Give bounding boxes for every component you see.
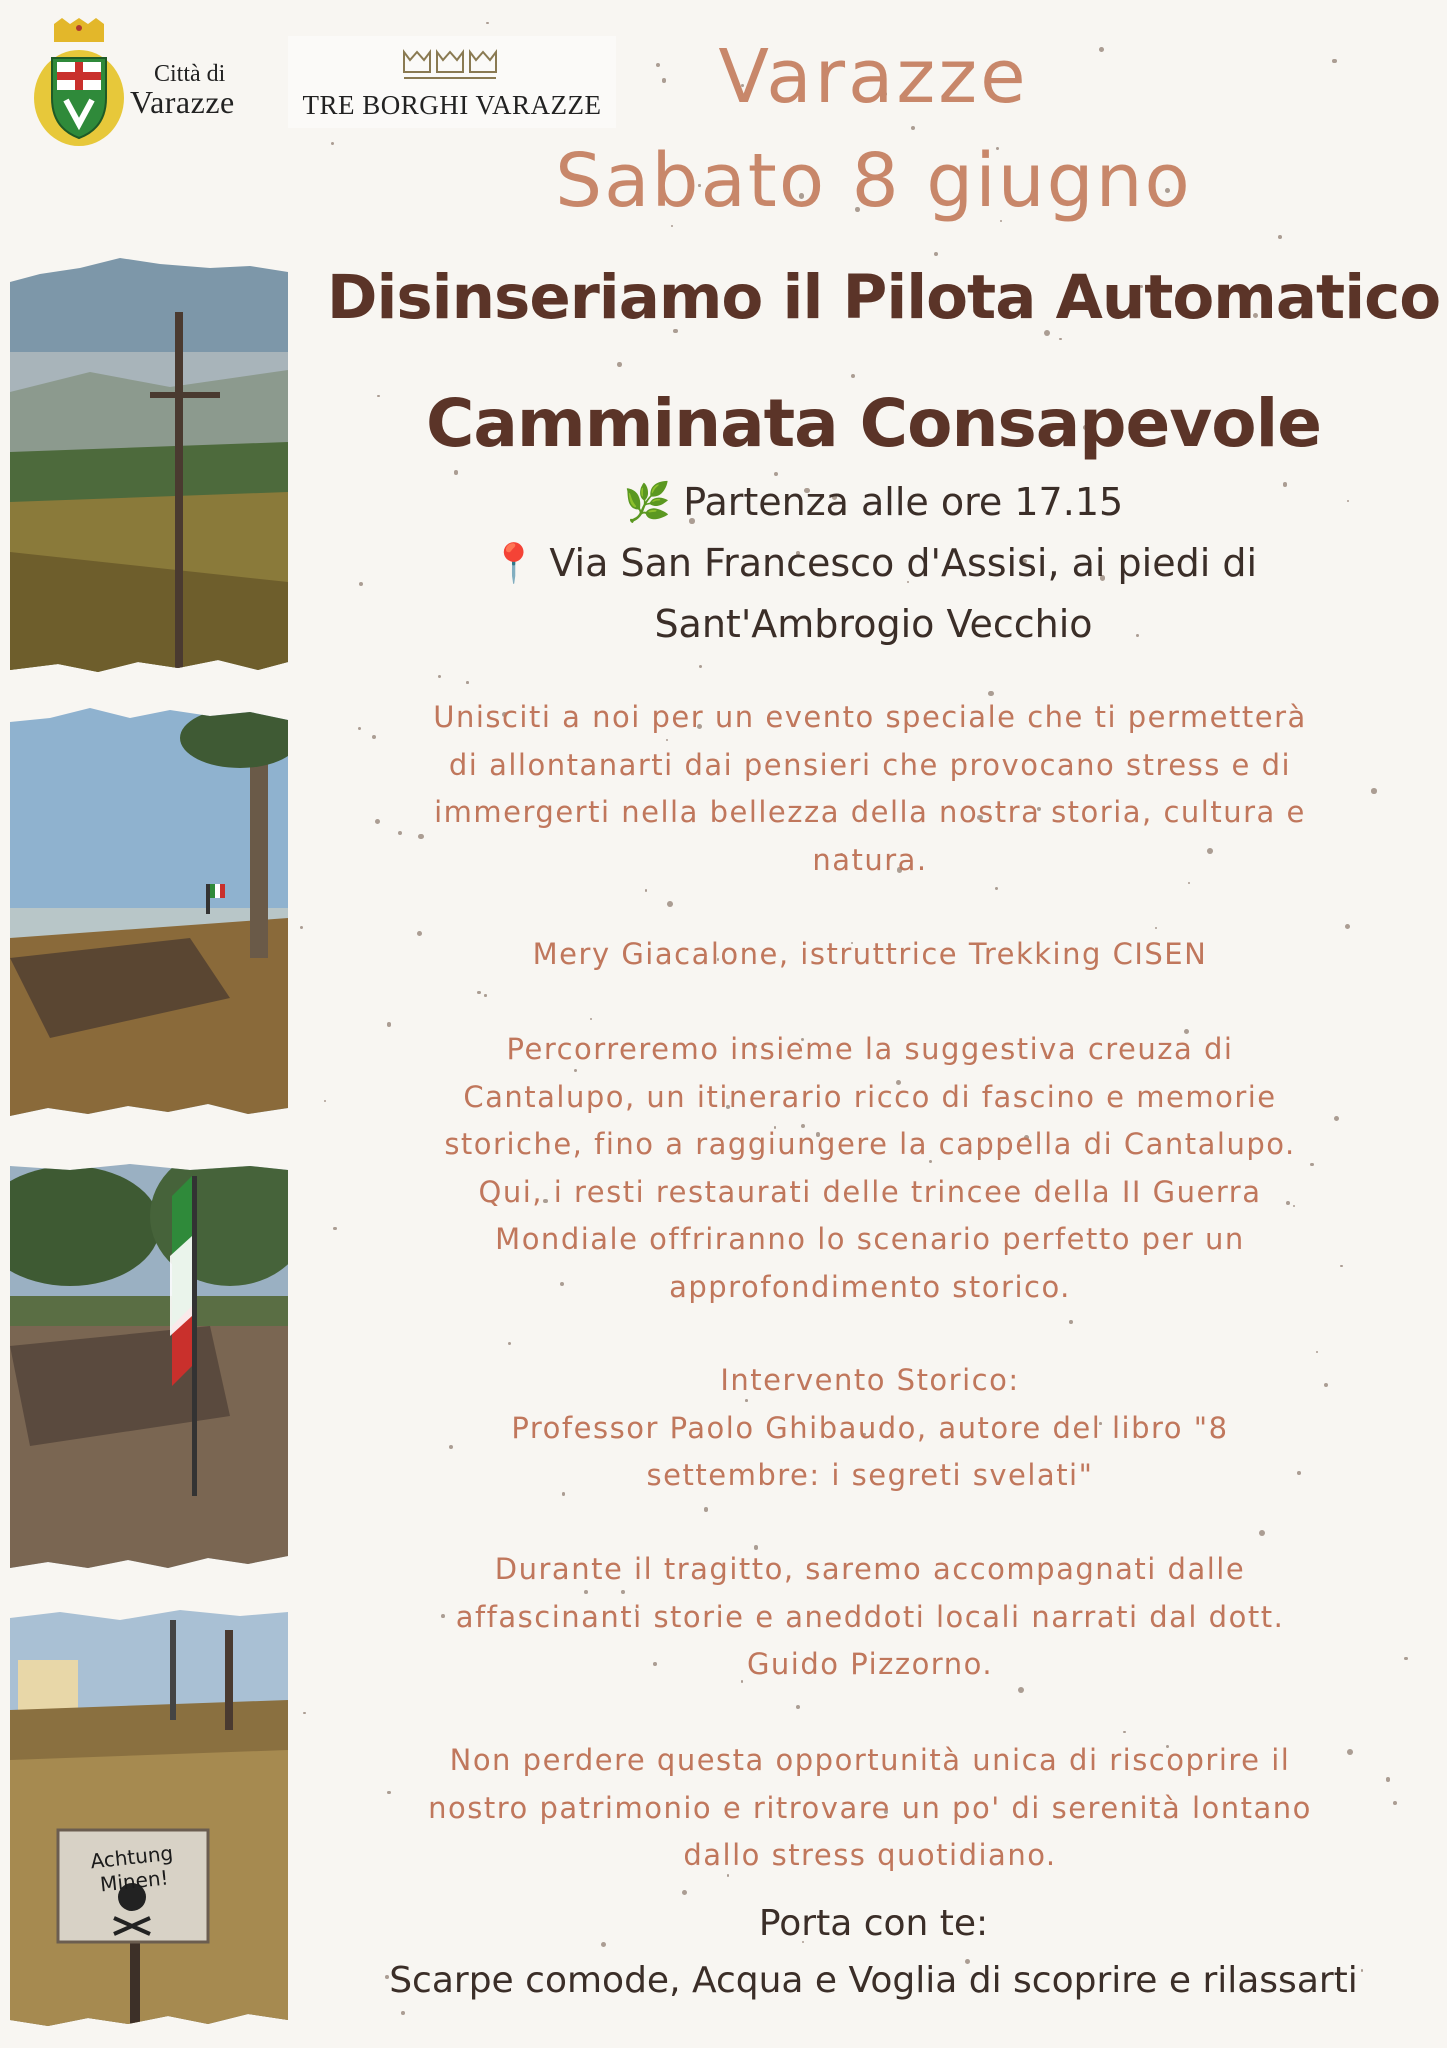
text-line: immergerti nella bellezza della nostra storia, cultura e: [434, 795, 1306, 829]
paper-speck: [401, 2011, 405, 2015]
leaf-icon: 🌿: [623, 480, 672, 524]
text-line: approfondimento storico.: [669, 1269, 1071, 1304]
text-line: Mery Giacalone, istruttrice Trekking CISEN: [532, 937, 1208, 971]
paper-speck: [1155, 927, 1157, 929]
departure-time: Partenza alle ore 17.15: [683, 480, 1124, 524]
departure-line: [300, 480, 1447, 525]
achtung-minen-sign-text: Achtung Minen!: [89, 1840, 175, 1897]
city-logo-text: [130, 62, 235, 118]
paper-speck: [484, 994, 486, 996]
text-line: di allontanarti dai pensieri che provocano stress e di: [448, 747, 1292, 782]
paper-speck: [486, 22, 489, 25]
paper-speck: [303, 1712, 306, 1715]
date-heading: Sabato 8 giugno: [555, 138, 1192, 224]
paper-speck: [671, 225, 673, 227]
paper-speck: [387, 1791, 390, 1794]
paper-speck: [590, 1018, 592, 1020]
paragraph-closing: [400, 1737, 1340, 1880]
text-line: Durante il tragitto, saremo accompagnati dalle: [494, 1552, 1246, 1586]
paper-speck: [667, 901, 673, 907]
paper-speck: [645, 889, 647, 891]
text-line: affascinanti storie e aneddoti locali narrati dal dott.: [455, 1599, 1285, 1634]
photo-trench-with-flag: [10, 698, 288, 1126]
city-logo-line2: Varazze: [130, 84, 235, 120]
paper-speck: [324, 1100, 326, 1102]
paper-speck: [438, 675, 441, 678]
text-line: Unisciti a noi per un evento speciale che ti permetterà: [433, 700, 1307, 734]
paper-speck: [333, 1227, 336, 1230]
paper-speck: [995, 887, 998, 890]
text-line: settembre: i segreti svelati": [646, 1458, 1094, 1492]
paper-speck: [1345, 924, 1350, 929]
paper-speck: [387, 1022, 392, 1027]
city-of-varazze-logo: [32, 18, 262, 150]
paper-speck: [1123, 1731, 1126, 1734]
paper-speck: [934, 252, 938, 256]
paper-speck: [682, 1890, 687, 1895]
paper-speck: [1059, 338, 1062, 341]
paragraph-guide: [400, 1546, 1340, 1689]
paper-speck: [454, 470, 459, 475]
text-line: Non perdere questa opportunità unica di riscoprire il: [449, 1743, 1291, 1777]
text-line: Percorreremo insieme la suggestiva creuza di: [506, 1032, 1234, 1066]
location-address: Via San Francesco d'Assisi, ai piedi di: [549, 541, 1258, 585]
city-logo-line1: Città di: [154, 61, 226, 87]
paper-speck: [1340, 1265, 1343, 1268]
town-heading: Varazze: [718, 34, 1029, 120]
bring-items: Scarpe comode, Acqua e Voglia di scoprire e rilassarti: [389, 1960, 1358, 2001]
photo-flag-and-ruins: [10, 1156, 288, 1576]
paper-speck: [300, 926, 303, 929]
paper-speck: [1278, 235, 1282, 239]
paper-speck: [704, 1507, 709, 1512]
paper-speck: [1393, 1801, 1397, 1805]
paragraph-route: [400, 1026, 1340, 1311]
event-subtitle: Camminata Consapevole: [425, 385, 1322, 462]
bring-label: Porta con te:: [758, 1903, 989, 1944]
paper-speck: [1259, 1530, 1265, 1536]
paper-speck: [911, 126, 915, 130]
photo-hilltop-cross: [10, 252, 288, 680]
event-title: Disinseriamo il Pilota Automatico: [326, 262, 1441, 333]
paper-speck: [617, 362, 622, 367]
paper-speck: [358, 727, 361, 730]
tre-borghi-name: TRE BORGHI VARAZZE: [302, 90, 602, 120]
paper-speck: [699, 665, 702, 668]
location-line-2: Sant'Ambrogio Vecchio: [654, 602, 1093, 646]
text-line: nostro patrimonio e ritrovare un po' di serenità lontano: [428, 1790, 1312, 1825]
paper-speck: [1386, 1777, 1391, 1782]
paragraph-historian: [400, 1357, 1340, 1500]
text-line: storiche, fino a raggiungere la cappella di Cantalupo.: [444, 1127, 1296, 1161]
text-line: natura.: [812, 842, 928, 877]
location-line-1: [300, 541, 1447, 586]
paper-speck: [466, 681, 469, 684]
paper-speck: [1404, 1657, 1407, 1660]
text-line: Guido Pizzorno.: [746, 1647, 994, 1681]
text-line: dallo stress quotidiano.: [683, 1838, 1057, 1872]
paper-speck: [1371, 788, 1377, 794]
paper-speck: [508, 1342, 512, 1346]
paper-speck: [851, 374, 855, 378]
paper-speck: [477, 991, 481, 995]
paper-speck: [1316, 1351, 1318, 1353]
text-line: Professor Paolo Ghibaudo, autore del libro "8: [511, 1410, 1229, 1445]
text-line: Qui, i resti restaurati delle trincee della II Guerra: [478, 1174, 1262, 1209]
paper-speck: [375, 819, 380, 824]
text-line: Intervento Storico:: [720, 1363, 1020, 1397]
paper-speck: [1069, 1320, 1073, 1324]
paper-speck: [1347, 1749, 1353, 1755]
paper-speck: [796, 1705, 800, 1709]
location-pin-icon: 📍: [489, 541, 538, 585]
text-line: Mondiale offriranno lo scenario perfetto per un: [495, 1222, 1245, 1256]
paragraph-intro: [400, 694, 1340, 884]
paragraph-instructor: [400, 931, 1340, 979]
paper-speck: [372, 735, 376, 739]
text-line: Cantalupo, un itinerario ricco di fascino e memorie: [463, 1079, 1277, 1114]
photo-achtung-minen-sign: [10, 1600, 288, 2036]
city-crest-icon: [32, 18, 130, 150]
paper-speck: [774, 472, 778, 476]
